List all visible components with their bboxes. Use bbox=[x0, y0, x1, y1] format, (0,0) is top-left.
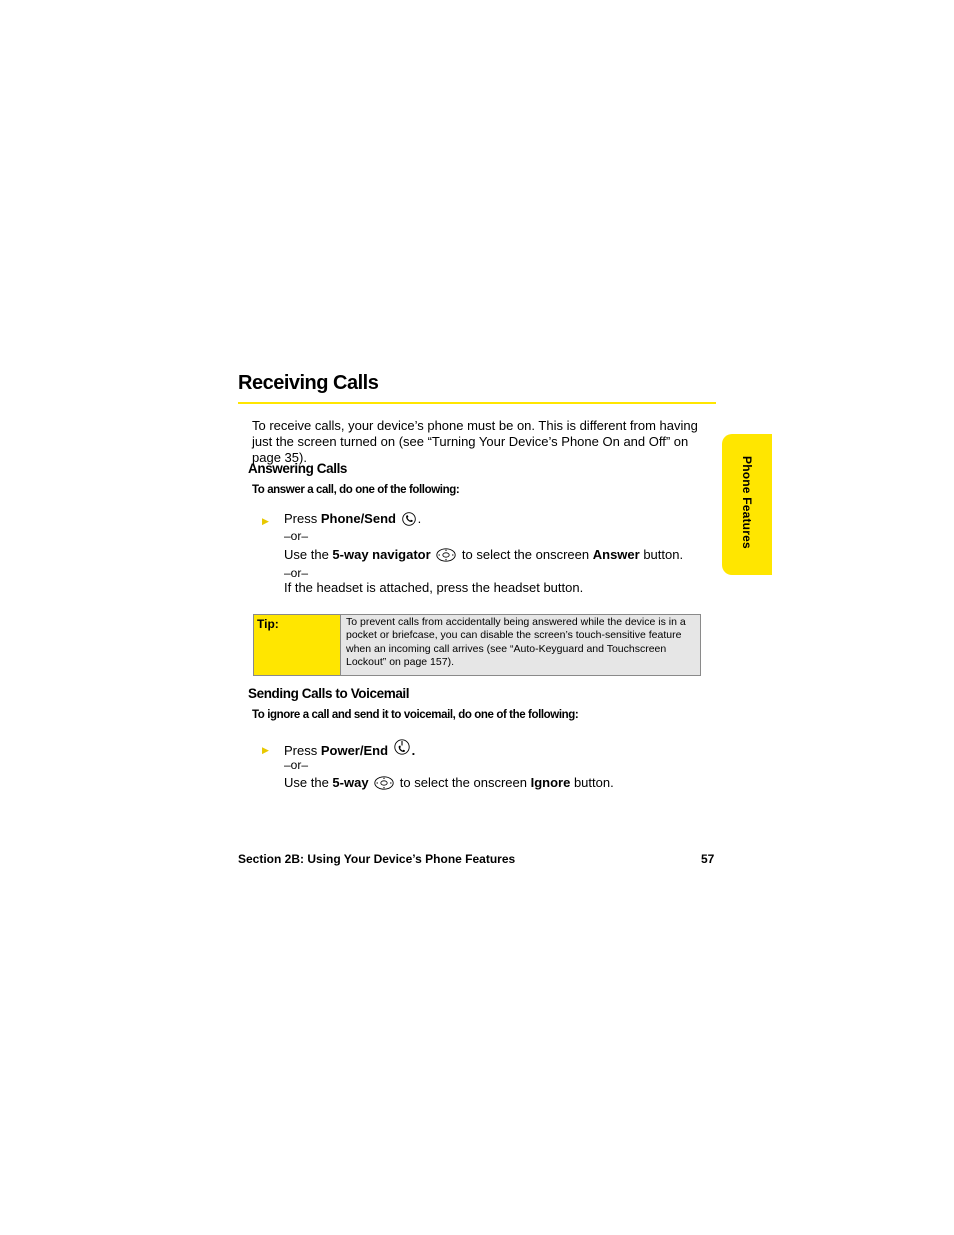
five-way-key-label: 5-way navigator bbox=[332, 547, 431, 562]
or-separator: –or– bbox=[284, 758, 309, 772]
power-end-icon bbox=[394, 738, 410, 759]
step-text: to select the onscreen bbox=[458, 547, 593, 562]
phone-send-icon bbox=[402, 512, 416, 529]
tip-text: To prevent calls from accidentally being answered while the device is in a pocket or briefcase, you can disable the screen’s touch-sensitive feature when an incoming call arrives (see “Auto-Keyguard and Touchscreen Lockout” on page 157). bbox=[341, 615, 700, 675]
five-way-navigator-icon bbox=[436, 548, 456, 565]
triangle-bullet-icon: ▶ bbox=[262, 516, 269, 526]
answering-instruction: To answer a call, do one of the following: bbox=[252, 484, 460, 496]
step-text-suffix: button. bbox=[639, 547, 684, 562]
tip-box bbox=[253, 614, 701, 676]
phone-send-key-label: Phone/Send bbox=[320, 511, 396, 526]
answer-step-navigator bbox=[284, 547, 683, 565]
intro-paragraph: To receive calls, your device’s phone must be on. This is different from having just the screen turned on (see “Turning Your Device’s Phone On and Off” on page 35). bbox=[252, 418, 698, 465]
page-number: 57 bbox=[701, 852, 715, 866]
five-way-key-label: 5-way bbox=[332, 775, 369, 790]
five-way-navigator-icon bbox=[374, 776, 394, 793]
page-title: Receiving Calls bbox=[238, 372, 379, 394]
or-separator: –or– bbox=[284, 566, 309, 580]
voicemail-heading: Sending Calls to Voicemail bbox=[248, 686, 410, 701]
step-text-suffix: . bbox=[411, 743, 416, 758]
footer-section-title: Section 2B: Using Your Device’s Phone Features bbox=[238, 852, 516, 866]
ignore-button-label: Ignore bbox=[530, 775, 571, 790]
power-end-key-label: Power/End bbox=[320, 743, 389, 758]
voicemail-step-press bbox=[284, 738, 415, 759]
section-side-tab bbox=[722, 434, 772, 575]
step-text-suffix: . bbox=[417, 511, 422, 526]
step-text: Press bbox=[284, 511, 321, 526]
answering-calls-heading: Answering Calls bbox=[248, 461, 348, 476]
step-text: to select the onscreen bbox=[396, 775, 531, 790]
voicemail-step-navigator bbox=[284, 775, 614, 793]
step-text-suffix: button. bbox=[570, 775, 614, 790]
tip-label: Tip: bbox=[254, 615, 341, 675]
triangle-bullet-icon: ▶ bbox=[262, 745, 269, 755]
voicemail-instruction: To ignore a call and send it to voicemail, do one of the following: bbox=[252, 709, 579, 721]
answer-step-press bbox=[284, 511, 421, 529]
step-text: Press bbox=[284, 743, 321, 758]
side-tab-label: Phone Features bbox=[740, 456, 754, 549]
title-rule bbox=[238, 402, 716, 404]
answer-step-headset: If the headset is attached, press the headset button. bbox=[284, 580, 584, 595]
step-text: Use the bbox=[284, 547, 333, 562]
step-text: Use the bbox=[284, 775, 333, 790]
or-separator: –or– bbox=[284, 529, 309, 543]
answer-button-label: Answer bbox=[592, 547, 640, 562]
